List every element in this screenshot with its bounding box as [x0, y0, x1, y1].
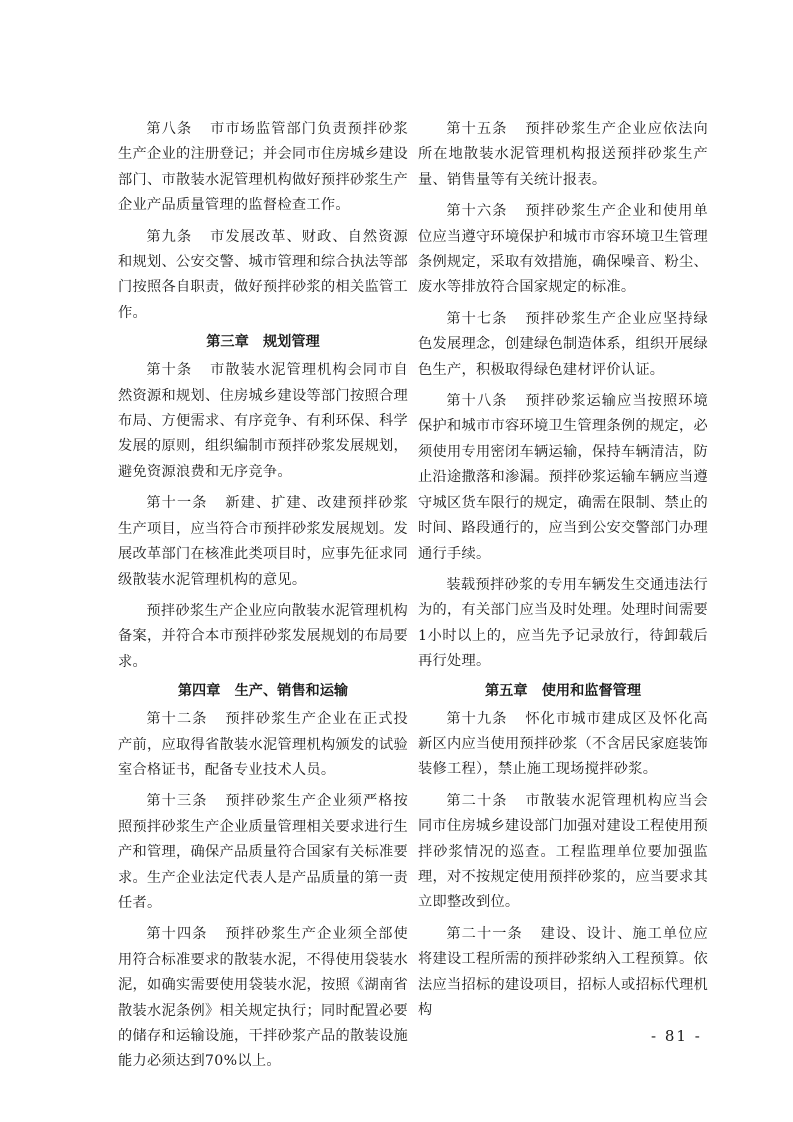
article-label: 第十四条 [146, 926, 208, 943]
chapter-3-heading: 第三章 规划管理 [206, 334, 320, 351]
article-9 [118, 225, 408, 327]
article-16 [418, 199, 708, 301]
article-21 [418, 922, 708, 1024]
article-text: 新建、扩建、改建预拌砂浆生产项目，应当符合市预拌砂浆发展规划。发展改革部门在核准此类项目时，应事先征求同级散装水泥管理机构的意见。 [118, 495, 409, 588]
page-number: - 81 - [651, 1027, 702, 1045]
article-11-paragraph-2: 预拌砂浆生产企业应向散装水泥管理机构备案，并符合本市预拌砂浆发展规划的布局要求。 [118, 602, 408, 670]
article-label: 第二十一条 [446, 925, 523, 942]
article-label: 第十六条 [446, 203, 508, 220]
article-text: 预拌砂浆生产企业应坚持绿色发展理念，创建绿色制造体系，组织开展绿色生产，积极取得绿色建材评价认证。 [418, 310, 709, 378]
article-text: 市市场监管部门负责预拌砂浆生产企业的注册登记；并会同市住房城乡建设部门、市散装水泥管理机构做好预拌砂浆生产企业产品质量管理的监督检查工作。 [118, 121, 408, 214]
article-label: 第二十条 [446, 792, 508, 809]
article-label: 第八条 [146, 121, 193, 137]
article-text: 预拌砂浆生产企业和使用单位应当遵守环境保护和城市市容环境卫生管理条例规定，采取有效措施，确保噪音、粉尘、废水等排放符合国家规定的标准。 [418, 203, 709, 296]
article-18 [418, 389, 708, 567]
article-17 [418, 307, 708, 383]
article-label: 第十七条 [446, 310, 508, 327]
article-13 [118, 789, 408, 916]
article-11 [118, 491, 408, 593]
left-column [118, 117, 408, 1075]
article-label: 第九条 [146, 228, 193, 245]
article-text: 预拌砂浆运输应当按照环境保护和城市市容环境卫生管理条例的规定，必须使用专用密闭车辆运输，保持车辆清洁，防止沿途撒落和渗漏。预拌砂浆运输车辆应当遵守城区货车限行的规定，确需在限制、禁止的时间、路段通行的，应当到公安交警部门办理通行手续。 [418, 393, 709, 562]
article-label: 第十二条 [146, 711, 208, 728]
right-column [418, 117, 708, 1023]
article-14 [118, 922, 408, 1074]
article-text: 市散装水泥管理机构会同市自然资源和规划、住房城乡建设等部门按照合理布局、方便需求、有序竞争、有利环保、科学发展的原则，组织编制市预拌砂浆发展规划，避免资源浪费和无序竞争。 [118, 362, 408, 480]
article-label: 第十八条 [446, 393, 508, 410]
article-20 [418, 789, 708, 916]
article-text: 市发展改革、财政、自然资源和规划、公安交警、城市管理和综合执法等部门按照各自职责，做好预拌砂浆的相关监管工作。 [118, 228, 408, 321]
article-8 [118, 117, 408, 219]
article-text: 市散装水泥管理机构应当会同市住房城乡建设部门加强对建设工程使用预拌砂浆情况的巡查。工程监理单位要加强监理，对不按规定使用预拌砂浆的，应当要求其立即整改到位。 [418, 792, 709, 911]
article-15 [418, 117, 708, 193]
article-text: 怀化市城市建成区及怀化高新区内应当使用预拌砂浆（不含居民家庭装饰装修工程），禁止施工现场搅拌砂浆。 [418, 710, 709, 778]
article-text: 预拌砂浆生产企业应依法向所在地散装水泥管理机构报送预拌砂浆生产量、销售量等有关统计报表。 [418, 121, 709, 188]
article-text: 预拌砂浆生产企业须全部使用符合标准要求的散装水泥，不得使用袋装水泥，如确实需要使用袋装水泥，按照《湖南省散装水泥条例》相关规定执行；同时配置必要的储存和运输设施，干拌砂浆产品的散装设施能力必须达到70%以上。 [118, 926, 409, 1070]
chapter-5-heading: 第五章 使用和监督管理 [484, 682, 642, 699]
chapter-4-heading: 第四章 生产、销售和运输 [177, 683, 349, 700]
article-label: 第十五条 [446, 121, 508, 137]
article-label: 第十九条 [446, 710, 508, 727]
article-10 [118, 358, 408, 485]
article-label: 第十三条 [146, 793, 208, 810]
article-18-paragraph-2: 装载预拌砂浆的专用车辆发生交通违法行为的，有关部门应当及时处理。处理时间需要1小时以上的，应当先予记录放行，待卸载后再行处理。 [418, 576, 708, 670]
article-12 [118, 707, 408, 783]
article-label: 第十条 [146, 362, 193, 379]
article-label: 第十一条 [146, 495, 208, 512]
article-19 [418, 707, 708, 783]
article-text: 预拌砂浆生产企业在正式投产前，应取得省散装水泥管理机构颁发的试验室合格证书，配备专业技术人员。 [118, 711, 409, 778]
article-text: 建设、设计、施工单位应将建设工程所需的预拌砂浆纳入工程预算。依法应当招标的建设项目，招标人或招标代理机构 [418, 925, 708, 1018]
article-text: 预拌砂浆生产企业须严格按照预拌砂浆生产企业质量管理相关要求进行生产和管理，确保产品质量符合国家有关标准要求。生产企业法定代表人是产品质量的第一责任者。 [118, 793, 409, 911]
